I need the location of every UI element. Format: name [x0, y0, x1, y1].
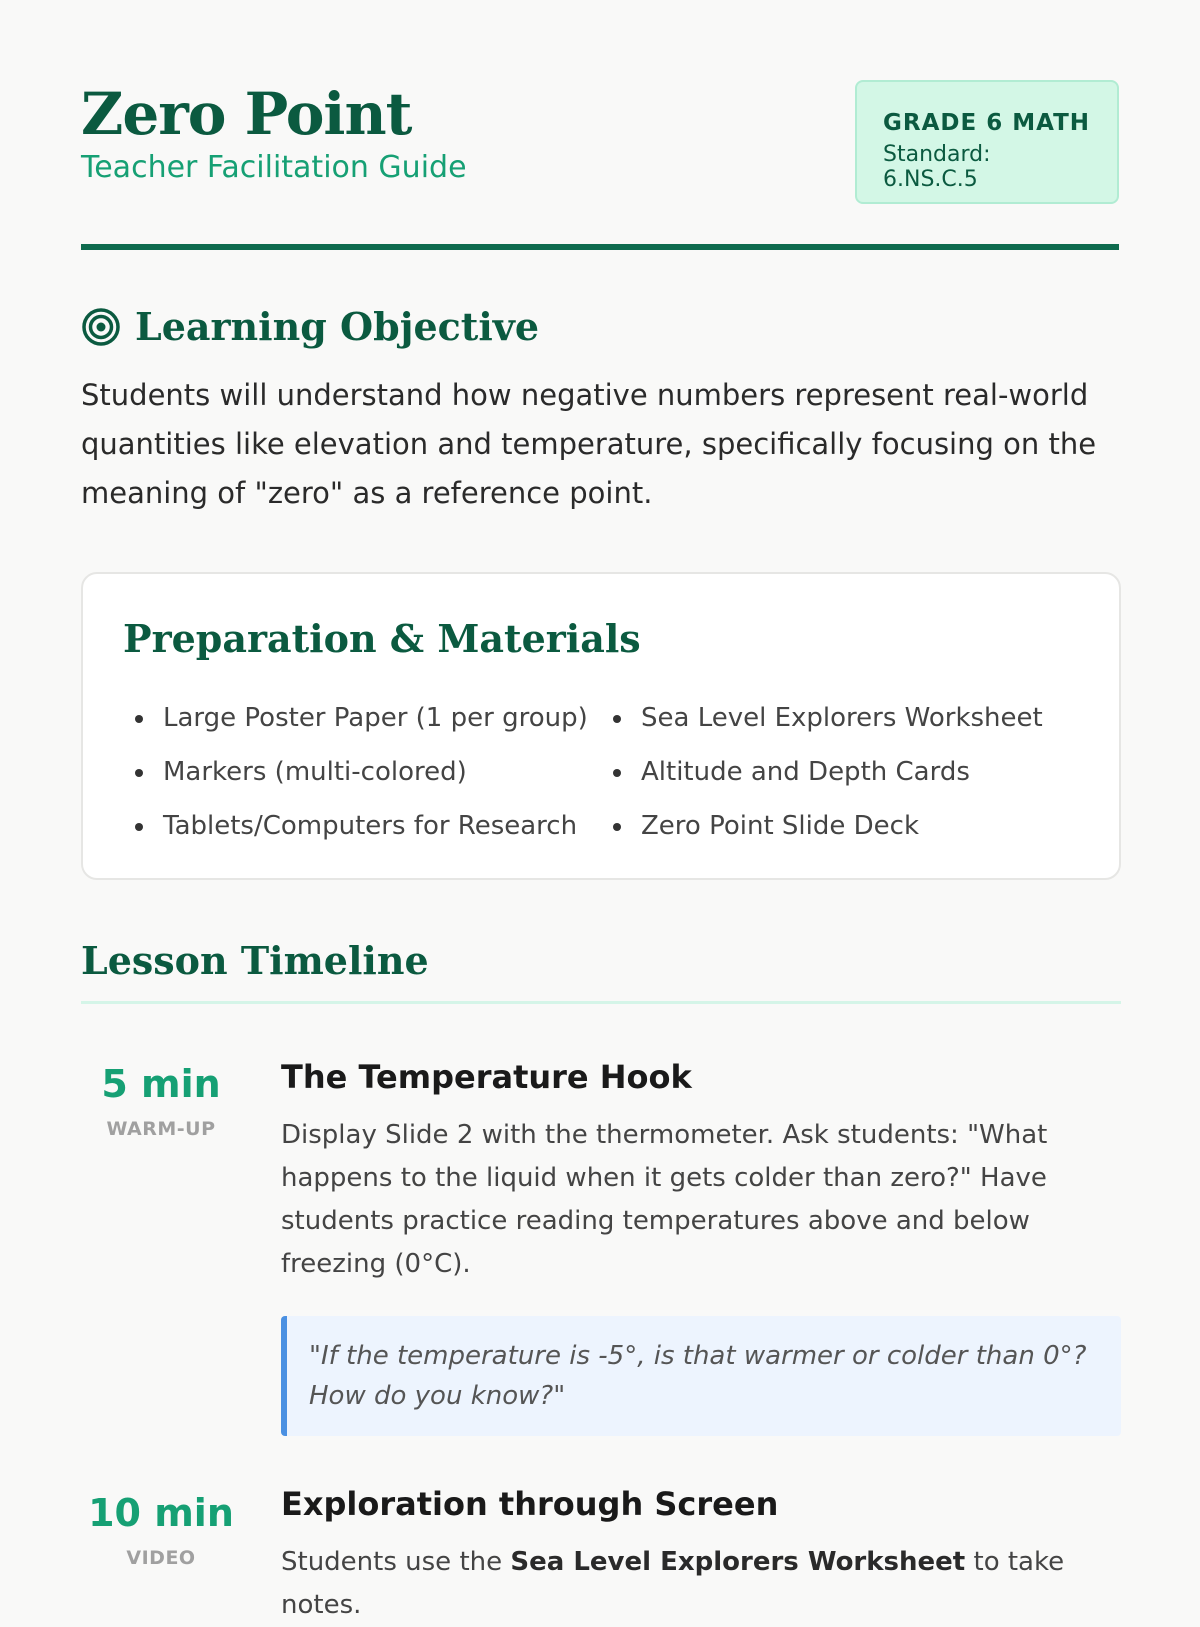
step-title: The Temperature Hook [281, 1058, 692, 1096]
page-header [81, 0, 1119, 250]
materials-column-left [123, 691, 601, 853]
step-description: Display Slide 2 with the thermometer. Ask students: "What happens to the liquid when it gets colder than zero?" Have students practice reading temperatures above and below freezing (0°C). [281, 1120, 1048, 1279]
materials-heading: Preparation & Materials [123, 616, 641, 661]
page-title: Zero Point [81, 80, 412, 148]
worksheet-name: Sea Level Explorers Worksheet [510, 1547, 966, 1577]
step-description-suffix: to take notes. [281, 1547, 1065, 1620]
material-item: Markers (multi-colored) [123, 745, 601, 799]
page-subtitle: Teacher Facilitation Guide [81, 150, 467, 185]
materials-card [81, 572, 1121, 880]
step-phase: WARM-UP [106, 1118, 216, 1140]
target-icon [81, 307, 121, 347]
step-duration: 5 min [101, 1062, 221, 1106]
material-item: Sea Level Explorers Worksheet [601, 691, 1079, 745]
timeline-header [81, 938, 1121, 1004]
objective-text: Students will understand how negative numbers represent real-world quantities like elevation and temperature, specifically focusing on the meaning of "zero" as a reference point. [81, 378, 1097, 510]
objective-header [81, 304, 539, 349]
objective-heading: Learning Objective [135, 304, 540, 349]
grade-label: GRADE 6 MATH [883, 110, 1091, 136]
step-phase: VIDEO [126, 1547, 196, 1569]
step-description-prefix: Students use the [281, 1547, 511, 1577]
material-item: Tablets/Computers for Research [123, 799, 601, 853]
materials-column-right [601, 691, 1079, 853]
discussion-quote: "If the temperature is -5°, is that warmer or colder than 0°? How do you know?" [281, 1316, 1121, 1436]
step-body [281, 1058, 1121, 1436]
material-item: Altitude and Depth Cards [601, 745, 1079, 799]
step-duration: 10 min [88, 1491, 234, 1535]
materials-list [123, 691, 1079, 853]
step-description [281, 1541, 1121, 1627]
material-item: Zero Point Slide Deck [601, 799, 1079, 853]
step-body [281, 1485, 1121, 1627]
step-time [81, 1062, 241, 1140]
step-title: Exploration through Screen [281, 1485, 779, 1523]
grade-badge [855, 80, 1119, 204]
material-item: Large Poster Paper (1 per group) [123, 691, 601, 745]
step-time [81, 1491, 241, 1569]
timeline-heading: Lesson Timeline [81, 938, 429, 983]
standard-label: Standard: 6.NS.C.5 [883, 142, 991, 192]
